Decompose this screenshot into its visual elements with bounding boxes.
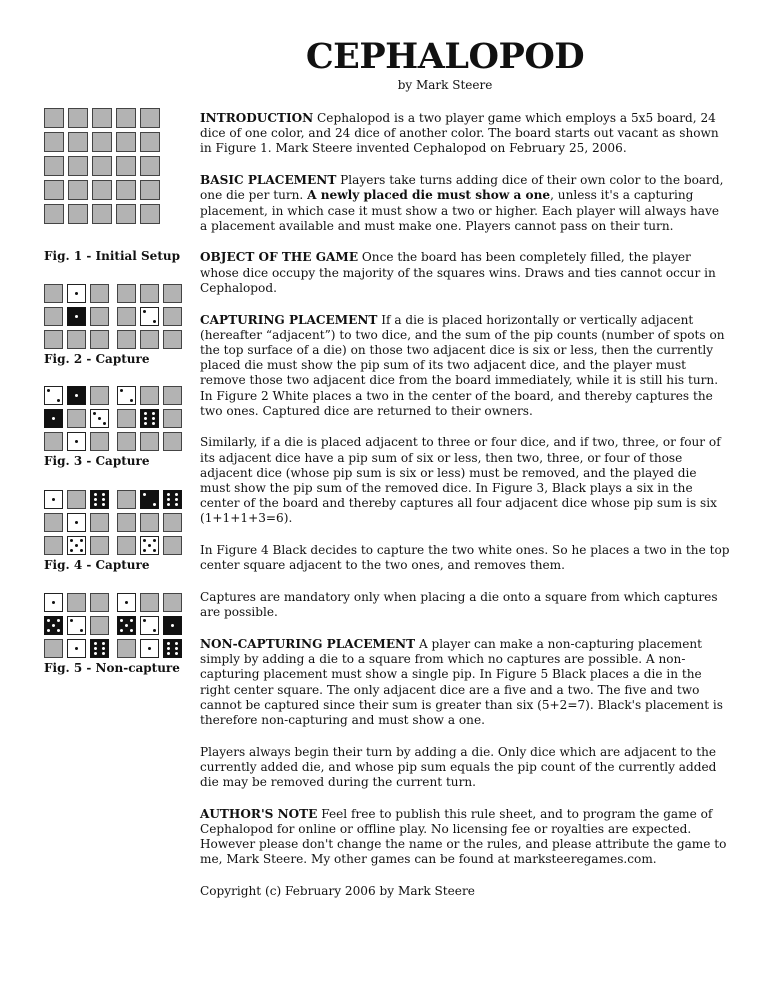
intro-body: Cephalopod is a two player game which employs a 5x5 board, 24 dice of one color, and 24 dice of another color. The board starts out vacant as shown in Figure 1. Mark Steere invented Cephalopod on February 25, 2006. bbox=[200, 111, 719, 156]
empty-square bbox=[116, 132, 136, 152]
pip bbox=[102, 503, 105, 506]
object-body: Once the board has been completely filled, the player whose dice occupy the majority of the squares wins. Draws and ties cannot occur in Cephalopod. bbox=[200, 250, 716, 295]
always-paragraph: Players always begin their turn by adding a die. Only dice which are adjacent to the currently added die, and whose pip sum equals the pip count of the currently added die may be removed during the current turn. bbox=[200, 744, 717, 790]
intro-paragraph bbox=[200, 111, 730, 157]
board-figure-2-2 bbox=[117, 284, 182, 349]
pip bbox=[153, 539, 156, 542]
empty-square bbox=[117, 490, 136, 509]
pip bbox=[167, 503, 170, 506]
board-figure-4-1 bbox=[44, 490, 109, 555]
empty-square bbox=[68, 156, 88, 176]
pip bbox=[152, 412, 155, 415]
board-figure-5-2 bbox=[117, 593, 182, 658]
empty-square bbox=[163, 593, 182, 612]
empty-square bbox=[90, 593, 109, 612]
board-figure-3-1 bbox=[44, 386, 109, 451]
pip bbox=[167, 652, 170, 655]
capturing-body: If a die is placed horizontally or vertically adjacent (hereafter “adjacent”) to two dice, and the sum of the pip counts (number of spots on the top surface of a die) on those two adjacent dice is six or less, then the currently placed die must show the pip sum of its two adjacent dice, and the player must remove those two adjacent dice from the board immediately, while it is still his turn. In Figure 2 White places a two in the center of the board, and thereby captures the two ones. Captured dice are returned to their owners. bbox=[200, 312, 725, 418]
white-die-1 bbox=[44, 490, 63, 509]
pip bbox=[175, 652, 178, 655]
pip bbox=[152, 417, 155, 420]
empty-square bbox=[44, 180, 64, 200]
pip bbox=[148, 647, 151, 650]
pip bbox=[75, 544, 78, 547]
pip bbox=[125, 624, 128, 627]
pip bbox=[148, 544, 151, 547]
pip bbox=[130, 619, 133, 622]
white-die-1 bbox=[67, 639, 86, 658]
pip bbox=[167, 642, 170, 645]
empty-square bbox=[67, 490, 86, 509]
capturing-paragraph bbox=[200, 313, 730, 419]
pip bbox=[120, 619, 123, 622]
pip bbox=[153, 320, 156, 323]
pip bbox=[57, 399, 60, 402]
pip bbox=[130, 629, 133, 632]
white-die-2 bbox=[44, 386, 63, 405]
empty-square bbox=[140, 156, 160, 176]
empty-square bbox=[44, 513, 63, 532]
empty-square bbox=[68, 108, 88, 128]
empty-square bbox=[68, 132, 88, 152]
pip bbox=[175, 498, 178, 501]
black-die-6 bbox=[163, 639, 182, 658]
pip bbox=[94, 503, 97, 506]
empty-square bbox=[92, 204, 112, 224]
page-title: CEPHALOPOD bbox=[305, 36, 585, 77]
empty-square bbox=[92, 156, 112, 176]
pip bbox=[143, 549, 146, 552]
pip bbox=[167, 493, 170, 496]
pip bbox=[98, 417, 101, 420]
figure-caption: Fig. 4 - Capture bbox=[44, 558, 150, 572]
white-die-5 bbox=[67, 536, 86, 555]
white-die-5 bbox=[140, 536, 159, 555]
black-die-6 bbox=[90, 639, 109, 658]
empty-square bbox=[44, 284, 63, 303]
pip bbox=[70, 619, 73, 622]
pip bbox=[75, 394, 78, 397]
white-die-2 bbox=[67, 616, 86, 635]
empty-square bbox=[140, 593, 159, 612]
black-die-6 bbox=[90, 490, 109, 509]
pip bbox=[102, 647, 105, 650]
similarly-paragraph: Similarly, if a die is placed adjacent to three or four dice, and if two, three, or four of its adjacent dice have a pip sum of six or less, then two, three, or four of those adjacent dice (whose pip sum is six or less) must be removed, and the played die must show the pip sum of the removed dice. In Figure 3, Black plays a six in the center of the board and thereby captures all four adjacent dice whose pip sum is six (1+1+1+3=6). bbox=[200, 435, 721, 526]
pip bbox=[103, 422, 106, 425]
pip bbox=[152, 422, 155, 425]
empty-square bbox=[90, 536, 109, 555]
pip bbox=[93, 412, 96, 415]
white-die-2 bbox=[117, 386, 136, 405]
pip bbox=[144, 422, 147, 425]
pip bbox=[70, 549, 73, 552]
empty-square bbox=[117, 409, 136, 428]
empty-square bbox=[90, 616, 109, 635]
empty-square bbox=[90, 307, 109, 326]
white-die-1 bbox=[67, 284, 86, 303]
empty-square bbox=[117, 284, 136, 303]
empty-square bbox=[44, 307, 63, 326]
black-die-1 bbox=[67, 386, 86, 405]
empty-square bbox=[163, 432, 182, 451]
pip bbox=[57, 619, 60, 622]
pip bbox=[94, 647, 97, 650]
empty-square bbox=[140, 386, 159, 405]
noncapturing-body: A player can make a non-capturing placement simply by adding a die to a square from which no captures are possible. A non-capturing placement must show a single pip. In Figure 5 Black places a die in the right center square. The only adjacent dice are a five and a two. The five and two cannot be captured since their sum is greater than six (5+2=7). Black's placement is therefore non-capturing and must show a one. bbox=[200, 636, 723, 727]
pip bbox=[143, 493, 146, 496]
empty-square bbox=[163, 307, 182, 326]
figure-caption: Fig. 3 - Capture bbox=[44, 454, 150, 468]
empty-square bbox=[117, 513, 136, 532]
black-die-1 bbox=[67, 307, 86, 326]
empty-square bbox=[140, 432, 159, 451]
pip bbox=[130, 399, 133, 402]
basic-placement-paragraph bbox=[200, 173, 730, 234]
pip bbox=[75, 292, 78, 295]
empty-square bbox=[117, 639, 136, 658]
white-die-1 bbox=[117, 593, 136, 612]
empty-square bbox=[116, 156, 136, 176]
figure-caption: Fig. 1 - Initial Setup bbox=[44, 249, 180, 263]
noncapturing-heading: NON-CAPTURING PLACEMENT bbox=[200, 636, 416, 651]
pip bbox=[143, 619, 146, 622]
white-die-1 bbox=[67, 513, 86, 532]
white-die-1 bbox=[67, 432, 86, 451]
pip bbox=[120, 629, 123, 632]
mandatory-paragraph: Captures are mandatory only when placing a die onto a square from which captures are possible. bbox=[200, 590, 718, 620]
pip bbox=[102, 498, 105, 501]
empty-square bbox=[44, 639, 63, 658]
empty-square bbox=[140, 204, 160, 224]
empty-square bbox=[117, 432, 136, 451]
empty-square bbox=[116, 108, 136, 128]
pip bbox=[120, 389, 123, 392]
black-die-5 bbox=[44, 616, 63, 635]
board-figure-2-1 bbox=[44, 284, 109, 349]
empty-square bbox=[90, 432, 109, 451]
pip bbox=[75, 647, 78, 650]
empty-square bbox=[140, 513, 159, 532]
empty-square bbox=[90, 330, 109, 349]
pip bbox=[175, 503, 178, 506]
pip bbox=[144, 412, 147, 415]
black-die-6 bbox=[140, 409, 159, 428]
pip bbox=[52, 498, 55, 501]
board-figure-3-2 bbox=[117, 386, 182, 451]
pip bbox=[144, 417, 147, 420]
pip bbox=[102, 652, 105, 655]
pip bbox=[153, 549, 156, 552]
copyright-text: Copyright (c) February 2006 by Mark Steere bbox=[200, 884, 475, 899]
empty-square bbox=[116, 180, 136, 200]
white-die-3 bbox=[90, 409, 109, 428]
empty-square bbox=[44, 156, 64, 176]
pip bbox=[102, 642, 105, 645]
white-die-1 bbox=[44, 593, 63, 612]
object-paragraph bbox=[200, 250, 730, 296]
empty-square bbox=[163, 386, 182, 405]
black-die-6 bbox=[163, 490, 182, 509]
basic-placement-bold: A newly placed die must show a one bbox=[307, 188, 551, 203]
pip bbox=[167, 498, 170, 501]
empty-square bbox=[140, 132, 160, 152]
empty-square bbox=[140, 284, 159, 303]
black-die-5 bbox=[117, 616, 136, 635]
empty-square bbox=[90, 284, 109, 303]
black-die-1 bbox=[44, 409, 63, 428]
author-note-heading: AUTHOR'S NOTE bbox=[200, 806, 318, 821]
pip bbox=[80, 549, 83, 552]
empty-square bbox=[92, 180, 112, 200]
pip bbox=[94, 498, 97, 501]
rules-text bbox=[200, 111, 730, 916]
empty-square bbox=[44, 132, 64, 152]
pip bbox=[153, 503, 156, 506]
empty-square bbox=[90, 513, 109, 532]
figure4-paragraph: In Figure 4 Black decides to capture the two white ones. So he places a two in the top center square adjacent to the two ones, and removes them. bbox=[200, 543, 730, 573]
object-heading: OBJECT OF THE GAME bbox=[200, 250, 359, 265]
empty-square bbox=[140, 330, 159, 349]
pip bbox=[94, 642, 97, 645]
empty-square bbox=[44, 536, 63, 555]
pip bbox=[52, 417, 55, 420]
pip bbox=[57, 629, 60, 632]
pip bbox=[52, 624, 55, 627]
empty-square bbox=[140, 180, 160, 200]
pip bbox=[47, 389, 50, 392]
black-die-1 bbox=[163, 616, 182, 635]
empty-square bbox=[117, 330, 136, 349]
pip bbox=[102, 493, 105, 496]
capturing-heading: CAPTURING PLACEMENT bbox=[200, 312, 378, 327]
pip bbox=[75, 521, 78, 524]
empty-square bbox=[67, 409, 86, 428]
figure-caption: Fig. 5 - Non-capture bbox=[44, 661, 180, 675]
board-figure-5-1 bbox=[44, 593, 109, 658]
pip bbox=[80, 539, 83, 542]
white-die-2 bbox=[140, 616, 159, 635]
pip bbox=[47, 619, 50, 622]
pip bbox=[94, 652, 97, 655]
empty-square bbox=[67, 593, 86, 612]
author-note-body: Feel free to publish this rule sheet, and to program the game of Cephalopod for online or offline play. No licensing fee or royalties are expected. However please don't change the name or the rules, and please attribute the game to me, Mark Steere. My other games can be found at marksteeregames.com. bbox=[200, 806, 727, 867]
pip bbox=[143, 310, 146, 313]
empty-square bbox=[116, 204, 136, 224]
empty-square bbox=[163, 330, 182, 349]
pip bbox=[75, 315, 78, 318]
empty-square bbox=[44, 204, 64, 224]
pip bbox=[175, 647, 178, 650]
pip bbox=[52, 601, 55, 604]
board-figure-1-1 bbox=[44, 108, 160, 224]
empty-square bbox=[67, 330, 86, 349]
empty-square bbox=[163, 409, 182, 428]
pip bbox=[94, 493, 97, 496]
empty-square bbox=[44, 108, 64, 128]
empty-square bbox=[92, 108, 112, 128]
empty-square bbox=[68, 180, 88, 200]
empty-square bbox=[44, 432, 63, 451]
empty-square bbox=[117, 536, 136, 555]
pip bbox=[175, 493, 178, 496]
board-figure-4-2 bbox=[117, 490, 182, 555]
pip bbox=[80, 629, 83, 632]
noncapturing-paragraph bbox=[200, 637, 730, 728]
pip bbox=[125, 601, 128, 604]
figure-caption: Fig. 2 - Capture bbox=[44, 352, 150, 366]
byline: by Mark Steere bbox=[397, 78, 493, 92]
author-note-paragraph bbox=[200, 807, 730, 868]
basic-placement-body-1: Players take turns adding dice of their own color to the board, one die per turn. bbox=[200, 173, 724, 203]
pip bbox=[75, 440, 78, 443]
empty-square bbox=[163, 513, 182, 532]
basic-placement-heading: BASIC PLACEMENT bbox=[200, 173, 337, 188]
pip bbox=[47, 629, 50, 632]
white-die-2 bbox=[140, 307, 159, 326]
empty-square bbox=[117, 307, 136, 326]
pip bbox=[153, 629, 156, 632]
pip bbox=[167, 647, 170, 650]
empty-square bbox=[90, 386, 109, 405]
pip bbox=[175, 642, 178, 645]
basic-placement-body-2: , unless it's a capturing placement, in which case it must show a two or higher. Each player will always have a placement available and must make one. Players cannot pass on their turn. bbox=[200, 188, 720, 233]
empty-square bbox=[140, 108, 160, 128]
empty-square bbox=[163, 536, 182, 555]
pip bbox=[171, 624, 174, 627]
intro-heading: INTRODUCTION bbox=[200, 111, 314, 125]
pip bbox=[143, 539, 146, 542]
white-die-1 bbox=[140, 639, 159, 658]
empty-square bbox=[163, 284, 182, 303]
empty-square bbox=[68, 204, 88, 224]
pip bbox=[70, 539, 73, 542]
empty-square bbox=[44, 330, 63, 349]
black-die-2 bbox=[140, 490, 159, 509]
empty-square bbox=[92, 132, 112, 152]
